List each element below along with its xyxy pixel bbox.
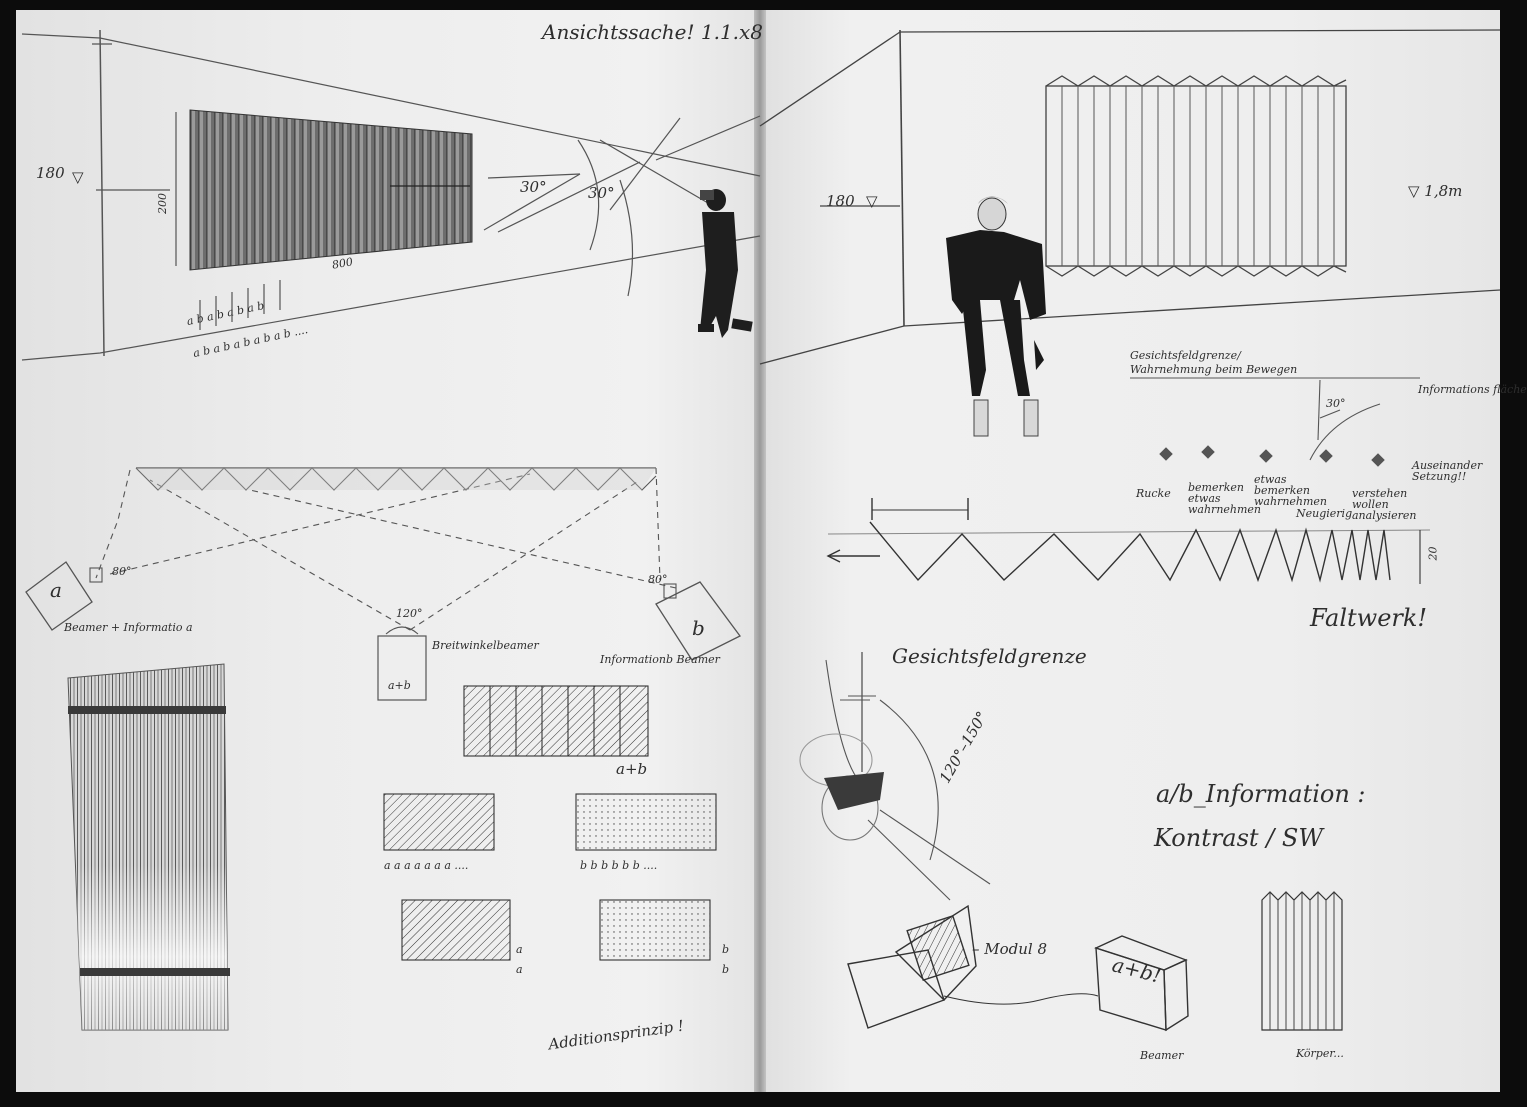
cable [944,994,1098,1004]
beamer-a-lens [90,568,102,582]
projector-side [1164,960,1188,1030]
wall-left-edge [900,30,904,326]
head-icon [1160,448,1172,460]
head-icon [1320,450,1332,462]
info-surface-label: Informations fläche [1418,383,1527,396]
height-180-right: 180 [826,192,855,210]
view-axis [1318,380,1320,440]
wall-top [900,30,1500,32]
angle-80-left: 80° [112,565,132,578]
panel-b [600,900,710,960]
sightline-3 [498,162,640,232]
info-note-line1: a/b_Information : [1156,780,1366,808]
fov-header-line1: Gesichtsfeldgrenze/ [1130,349,1241,362]
reference-line [828,530,1430,534]
dashed-projection [656,468,660,580]
panel-length-label: 800 [331,255,354,272]
angle-80-right: 80° [648,573,668,586]
panel-top-band [68,706,226,714]
projector-caption: Beamer [1140,1049,1184,1062]
field-of-view-analysis [1130,378,1420,466]
beamer-a-caption: Beamer + Informatio a [64,621,193,634]
strip-sequence-b: b b b b b b .... [580,859,658,872]
beamer-b-caption: Informationb Beamer [600,653,720,666]
angle-120-label: 120° [396,607,423,620]
strip-set-a [384,794,494,850]
photographer-figure [698,189,753,338]
dashed-projection [250,490,676,588]
outline-curve [826,660,860,782]
view-field-plan [800,652,990,900]
fov-label: bemerken etwas wahrnehmen [1188,481,1262,516]
view-arc [880,700,938,860]
perspective-bottom-line [22,236,760,360]
fraction-b-numerator: b [722,943,730,956]
fov-label: etwas bemerken wahrnehmen [1254,473,1328,508]
head-icon [1260,450,1272,462]
fold-dimension: 20 [1426,546,1440,561]
woman-figure [946,196,1046,436]
height-180-label: 180 [36,164,65,182]
equipment [848,892,1342,1030]
ab-caption: a+b [616,760,648,778]
pleated-panel-render [68,664,230,1030]
principle-caption: Additionsprinzip ! [547,1016,685,1054]
fov-label: Rucke [1136,487,1171,500]
fraction-a-denominator: a [516,963,523,976]
panel-height-marker: ▽ 1,8m [1408,182,1463,200]
panel-top-zigzag [1046,76,1346,86]
vertical-wall-line [100,30,104,356]
wide-angle-box-label: a+b [388,679,411,692]
sightline-5 [610,118,680,210]
view-arc-2 [620,180,633,296]
sightline-6 [656,116,760,160]
info-note-line2: Kontrast / SW [1154,824,1324,852]
panel-height-label: 200 [156,193,169,214]
panel-bottom-zigzag [1046,266,1346,276]
perspective-line [760,32,900,126]
view-limit-line [880,810,990,884]
body-caption: Körper... [1296,1047,1344,1060]
sequence-top: a b a b a b a b [185,298,266,329]
sequence-bottom: a b a b a b a b a b .... [191,322,310,361]
laptop-caption: – Modul 8 [972,940,1048,958]
fov-label: verstehen wollen analysieren [1352,487,1417,522]
angle-30-left: 30° [520,178,547,196]
fov-label: Neugierig [1296,507,1353,520]
panel-fold-lines [1062,86,1334,266]
fov-header-line2: Wahrnehmung beim Bewegen [1130,363,1298,376]
panel-a [402,900,510,960]
laptop-display [907,916,969,980]
projector-label: a+b! [1109,952,1164,988]
beamer-a-letter: a [50,578,62,602]
pleated-panel-elevation [1046,86,1346,266]
view-angle-range: 120°–150° [935,708,992,787]
fov-label: Auseinander Setzung!! [1412,459,1483,483]
beamer-b-lens [664,584,676,598]
angle-mark [1320,410,1340,418]
angle-30-right: 30° [588,184,615,202]
view-field-header: Gesichtsfeldgrenze [892,644,1087,668]
zigzag-shading [136,468,656,490]
view-limit-line [868,820,950,900]
head-icon [1202,446,1214,458]
spread-title: Ansichtssache! 1.1.x8 [542,20,764,44]
hatch-studies [384,686,716,960]
fluted-panel-perspective [190,110,472,270]
fraction-b-denominator: b [722,963,730,976]
dashed-projection [96,470,130,578]
faltwerk-caption: Faltwerk! [1310,604,1428,632]
fraction-a-numerator: a [516,943,523,956]
wide-angle-caption: Breitwinkelbeamer [432,639,539,652]
eye-level-marker-right: ▽ [866,192,878,210]
camera-figure [824,772,884,810]
fov-angle-30: 30° [1326,397,1346,410]
perspective-line [760,326,904,364]
eye-level-marker: ▽ [72,168,84,186]
strip-sequence-a: a a a a a a a .... [384,859,469,872]
strip-set-b [576,794,716,850]
view-arc [1310,404,1380,460]
head-icon [1372,454,1384,466]
pleated-body-folds [1270,892,1334,1030]
dashed-projection [410,480,640,630]
panel-bottom-band [80,968,230,976]
beamer-b-letter: b [692,616,705,640]
